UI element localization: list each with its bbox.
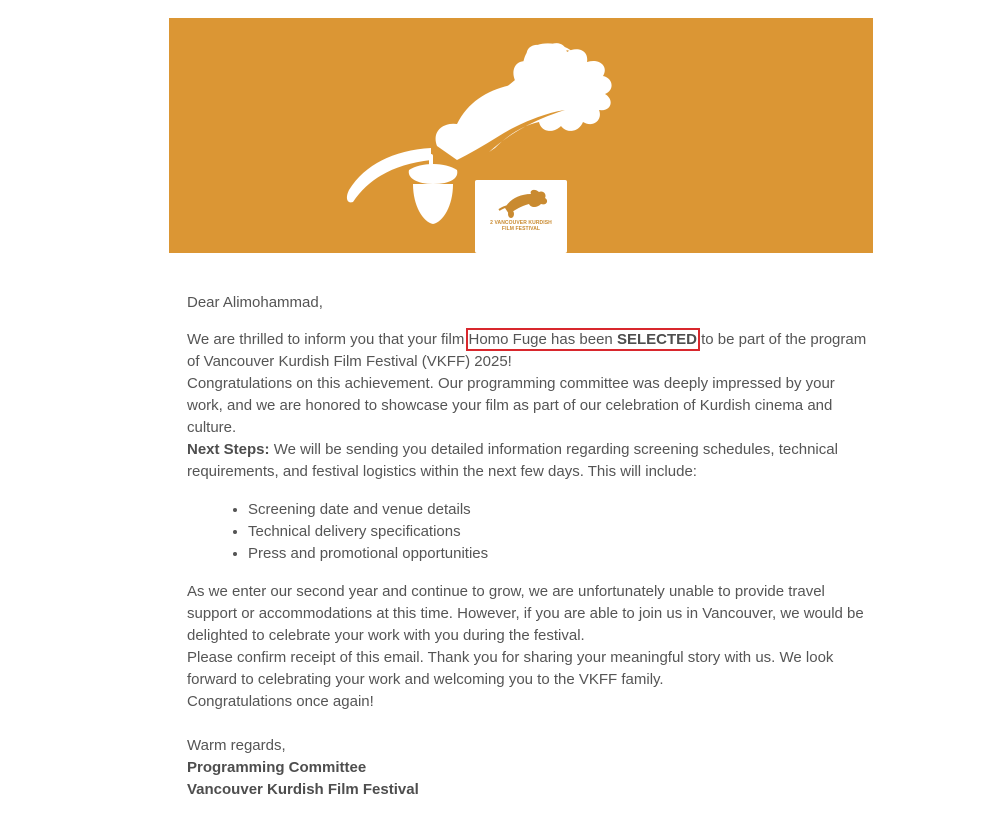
festival-logo-icon xyxy=(491,186,551,220)
program-text: to be part of the program of Vancouver Kurdish Film Festival (VKFF) 2025! xyxy=(187,331,867,370)
selected-status: SELECTED xyxy=(616,331,697,348)
next-steps-list xyxy=(187,499,867,565)
header-banner xyxy=(169,18,873,253)
film-title: Homo Fuge xyxy=(468,331,547,348)
confirm-paragraph: Please confirm receipt of this email. Thank you for sharing your meaningful story with us. We look forward to celebrating your work and welcoming you to the VKFF family. xyxy=(187,649,834,688)
next-steps-paragraph xyxy=(187,439,867,483)
next-steps-text: We will be sending you detailed information regarding screening schedules, technical requirements, and festival logistics within the next few days. This will include: xyxy=(187,441,838,480)
next-steps-label: Next Steps: xyxy=(187,441,270,458)
email-body xyxy=(187,292,867,801)
congrats-again: Congratulations once again! xyxy=(187,693,374,710)
signature-festival xyxy=(187,779,867,801)
signature-committee xyxy=(187,757,867,779)
list-item: • Press and promotional opportunities xyxy=(248,543,867,565)
selection-paragraph xyxy=(187,329,867,373)
intro-text: We are thrilled to inform you that your film xyxy=(187,331,469,348)
festival-logo-line2: FILM FESTIVAL xyxy=(501,226,541,232)
festival-logo-line1: 2 VANCOUVER KURDISH xyxy=(490,220,552,226)
greeting: Dear Alimohammad, xyxy=(187,294,323,311)
signature-committee-name: Programming Committee xyxy=(187,759,367,776)
congrats-paragraph: Congratulations on this achievement. Our programming committee was deeply impressed by your work, and we are honored to showcase your film as part of our celebration of Kurdish cinema and culture. xyxy=(187,375,835,436)
regards: Warm regards, xyxy=(187,737,286,754)
has-been-text: has been xyxy=(546,331,617,348)
festival-logo-card xyxy=(475,180,567,253)
list-item: • Technical delivery specifications xyxy=(248,521,867,543)
travel-paragraph: As we enter our second year and continue to grow, we are unfortunately unable to provide travel support or accommodations at this time. However, if you are able to join us in Vancouver, we would be delighted to celebrate your work with you during the festival. xyxy=(187,583,864,644)
selection-highlight xyxy=(469,331,697,348)
signature-festival-name: Vancouver Kurdish Film Festival xyxy=(187,781,419,798)
list-item: • Screening date and venue details xyxy=(248,499,867,521)
